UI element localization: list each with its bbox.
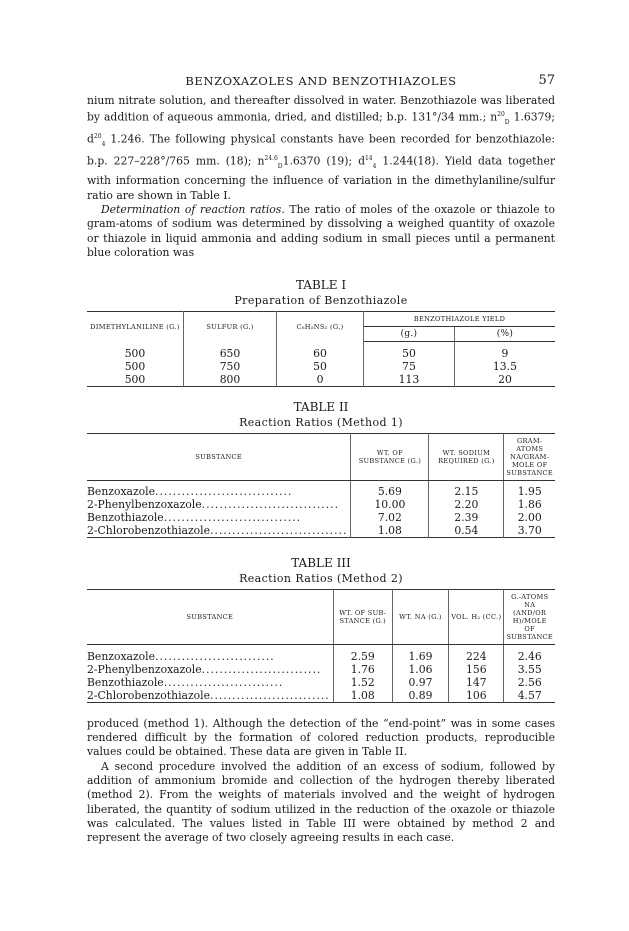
table1-subtitle: Preparation of Benzothiazole	[234, 294, 408, 308]
table3-header: WT. NA (G.)	[392, 590, 448, 645]
intro-paragraph: nium nitrate solution, and thereafter dissolved in water. Benzothiazole was liberated by addition of aqueous ammonia, dried, and distilled; b.p. 131°/34 mm.; $n^{20}_D$ 1.6379; $d^{20}_4$ 1.246. The following physical constants have been recorded for benzothiazole: b.p. 227–228°/765 mm. (18); $n^{24.6}_D1.6370$ (19); $d^{14}_4$ 1.244(18). Yield data together with information concerning the influence of variation in the dimethylaniline/sulfur ratio are shown in Table I.	[87, 94, 555, 202]
table1-header: BENZOTHIAZOLE YIELD	[364, 312, 556, 327]
table-row: 2-Chlorobenzothiazole........................... 1.08 0.89 106 4.57	[87, 688, 542, 702]
intro-line: The following physical constants have been recorded for benzothiazole: b.p. 227–228°/765	[87, 132, 555, 168]
table-row: 500 650 60 50 9	[87, 347, 555, 360]
closing-paragraph-2: A second procedure involved the addition of an excess of sodium, followed by addition of ammonium bromide and collection of the hydrogen thereby liberated (method 2). From the weights of materials involved and the weight of hydrogen liberated, the quantity of sodium utilized in the reduction of the oxazole or thiazole was calculated. The values listed in Table III were obtained by method 2 and represent the average of two closely agreeing results in each case.	[87, 759, 555, 845]
table1	[87, 311, 555, 387]
table-row: 2-Phenylbenzoxazole........................... 1.76 1.06 156 3.55	[87, 662, 542, 676]
running-header	[87, 74, 555, 94]
intro-line: mm. (18); n	[195, 154, 265, 168]
determination-heading: Determination of reaction ratios.	[101, 203, 285, 217]
running-title: BENZOXAZOLES AND BENZOTHIAZOLES	[185, 74, 457, 88]
table-row: Benzoxazole........................... 2.59 1.69 224 2.46	[87, 649, 542, 663]
table3-header: WT. OF SUB-STANCE (G.)	[333, 590, 392, 645]
table-row: Benzoxazole............................... 5.69 2.15 1.95	[87, 485, 542, 499]
table2-header: SUBSTANCE	[87, 433, 351, 480]
table-row: 500 800 0 113 20	[87, 373, 555, 387]
table2-header: WT. OF SUBSTANCE (G.)	[351, 433, 429, 480]
table3-title: TABLE III	[291, 556, 351, 571]
table1-header: (g.)	[364, 327, 455, 342]
table-row: 2-Phenylbenzoxazole............................... 10.00 2.20 1.86	[87, 498, 542, 512]
intro-line: addition of aqueous ammonia, dried, and distilled; b.p. 131°/34 mm.; n	[103, 110, 498, 124]
table2	[87, 433, 555, 539]
intro-line: nium nitrate solution, and thereafter dissolved in water. Benzothiazole was liberated by	[87, 94, 555, 124]
table-row: 500 750 50 75 13.5	[87, 360, 555, 373]
table-row: Benzothiazole........................... 1.52 0.97 147 2.56	[87, 675, 542, 689]
table1-header: SULFUR (G.)	[184, 312, 277, 342]
closing-paragraph-1: produced (method 1). Although the detection of the “end-point” was in some cases rendered difficult by the formation of colored reduction products, reproducible values could be obtained. These data are given in Table II.	[87, 716, 555, 759]
table3	[87, 589, 555, 703]
table3-header: G.-ATOMS NA (AND/OR H)/MOLE OF SUBSTANCE	[504, 590, 555, 645]
table2-subtitle: Reaction Ratios (Method 1)	[239, 415, 403, 429]
table1-header: (%)	[454, 327, 555, 342]
table1-header: DIMETHYLANILINE (G.)	[87, 312, 184, 342]
table1-title: TABLE I	[295, 278, 347, 293]
table3-subtitle: Reaction Ratios (Method 2)	[239, 572, 403, 586]
table2-header: WT. SODIUM REQUIRED (G.)	[429, 433, 504, 480]
table2-title: TABLE II	[293, 399, 349, 414]
table3-header: SUBSTANCE	[87, 590, 333, 645]
table1-header: C₆H₅NS₂ (G.)	[277, 312, 364, 342]
table2-header: GRAM-ATOMS NA/GRAM-MOLE OF SUBSTANCE	[504, 433, 555, 480]
page-number: 57	[538, 73, 555, 88]
table-row: 2-Chlorobenzothiazole............................... 1.08 0.54 3.70	[87, 524, 542, 538]
table-row: Benzothiazole............................... 7.02 2.39 2.00	[87, 511, 542, 525]
determination-paragraph: Determination of reaction ratios. The ratio of moles of the oxazole or thiazole to gram-atoms of sodium was determined by dissolving a weighed quantity of oxazole or thiazole in liquid ammonia and adding sodium in small pieces until a permanent blue coloration was	[87, 203, 556, 259]
intro-line: the influence of variation in the dimethylaniline/sulfur ratio are shown in Table I.	[87, 174, 555, 202]
table3-header: VOL. H₂ (CC.)	[449, 590, 504, 645]
page	[87, 74, 555, 845]
